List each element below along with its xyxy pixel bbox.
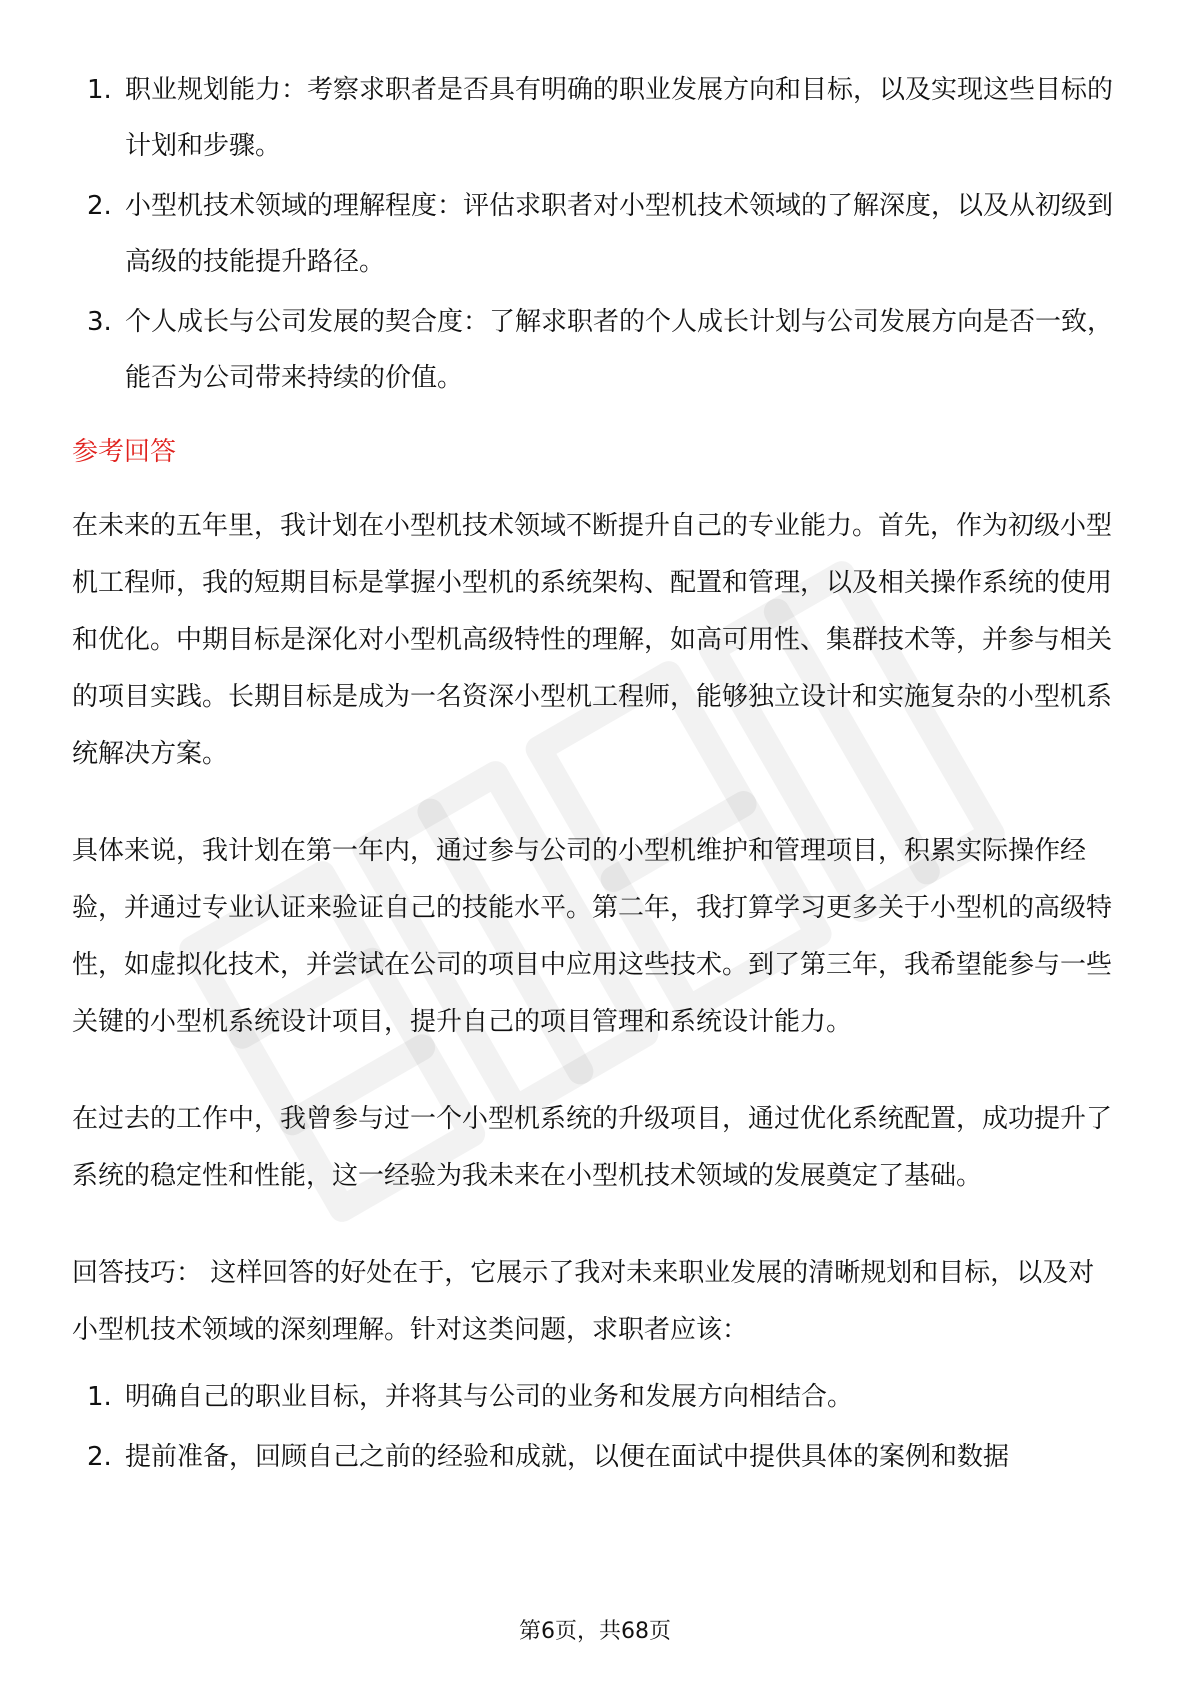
page-footer: 第6页，共68页: [519, 1619, 671, 1644]
list-item: [72, 1429, 1120, 1485]
list-text: 职业规划能力：考察求职者是否具有明确的职业发展方向和目标，以及实现这些目标的计划和步骤。: [125, 75, 1114, 161]
answer-paragraph: 在过去的工作中，我曾参与过一个小型机系统的升级项目，通过优化系统配置，成功提升了系统的稳定性和性能，这一经验为我未来在小型机技术领域的发展奠定了基础。: [72, 1104, 1113, 1191]
tips-paragraph: 回答技巧： 这样回答的好处在于，它展示了我对未来职业发展的清晰规划和目标，以及对小型机技术领域的深刻理解。针对这类问题，求职者应该：: [72, 1258, 1095, 1345]
list-text: 明确自己的职业目标，并将其与公司的业务和发展方向相结合。: [125, 1382, 854, 1412]
list-number: 2.: [87, 1442, 112, 1472]
list-text: 个人成长与公司发展的契合度：了解求职者的个人成长计划与公司发展方向是否一致，能否为公司带来持续的价值。: [125, 307, 1114, 393]
criteria-list: [72, 62, 1120, 406]
list-text: 提前准备，回顾自己之前的经验和成就，以便在面试中提供具体的案例和数据: [125, 1442, 1010, 1472]
list-item: [72, 1369, 1120, 1425]
tips-list: [72, 1369, 1120, 1485]
list-number: 1.: [87, 1382, 112, 1412]
answer-paragraph: 具体来说，我计划在第一年内，通过参与公司的小型机维护和管理项目，积累实际操作经验，并通过专业认证来验证自己的技能水平。第二年，我打算学习更多关于小型机的高级特性，如虚拟化技术，并尝试在公司的项目中应用这些技术。到了第三年，我希望能参与一些关键的小型机系统设计项目，提升自己的项目管理和系统设计能力。: [72, 836, 1113, 1037]
list-text: 小型机技术领域的理解程度：评估求职者对小型机技术领域的了解深度，以及从初级到高级的技能提升路径。: [125, 191, 1114, 277]
list-item: [72, 62, 1120, 174]
list-number: 1.: [87, 75, 112, 105]
list-item: [72, 178, 1120, 290]
list-number: 3.: [87, 307, 112, 337]
list-number: 2.: [87, 191, 112, 221]
section-heading: 参考回答: [72, 437, 177, 467]
document-page: [72, 62, 1120, 1489]
list-item: [72, 294, 1120, 406]
answer-paragraph: 在未来的五年里，我计划在小型机技术领域不断提升自己的专业能力。首先，作为初级小型机工程师，我的短期目标是掌握小型机的系统架构、配置和管理，以及相关操作系统的使用和优化。中期目标是深化对小型机高级特性的理解，如高可用性、集群技术等，并参与相关的项目实践。长期目标是成为一名资深小型机工程师，能够独立设计和实施复杂的小型机系统解决方案。: [72, 511, 1113, 769]
